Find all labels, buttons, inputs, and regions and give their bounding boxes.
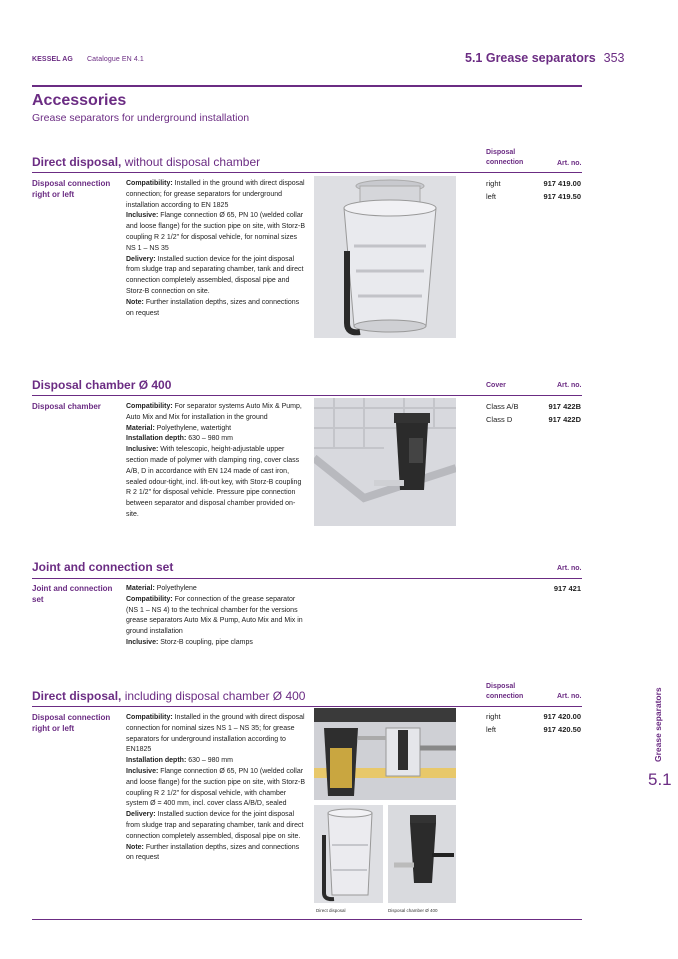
- option-left: left: [486, 192, 497, 201]
- section-2-title: Disposal chamber Ø 400: [32, 378, 172, 392]
- section-4-col-connection: Disposal connection: [486, 683, 524, 700]
- art-number: 917 420.50: [543, 725, 581, 734]
- option-right: right: [486, 712, 501, 721]
- section-4-rule: [32, 706, 582, 707]
- footer-rule: [32, 919, 582, 920]
- page-number: 353: [603, 51, 625, 65]
- section-1-description: Compatibility: Installed in the ground with direct disposal connection; for grease separators for underground installation according to EN 1825 Inclusive: Flange connection Ø 65, PN 10 (welded collar and loose flange) for the suction pipe on site, with Storz-B coupling R 2 1/2" for disposal vehicle, for nominal sizes NS 1 – NS 35 Delivery: Installed suction device for the joint disposal from sludge trap and separating chamber, tank and direct connection completely assembled, disposal pipe and Storz-B connection on site. Note: Further installation depths, sizes and connections on request: [126, 180, 305, 317]
- section-1-arts: [501, 177, 581, 203]
- section-title: 5.1 Grease separators: [465, 51, 596, 65]
- section-3-title: Joint and connection set: [32, 560, 174, 574]
- art-number: 917 421: [553, 584, 581, 593]
- section-2-row-label: Disposal chamber: [32, 402, 101, 411]
- section-4-description: Compatibility: Installed in the ground with direct disposal connection for nominal sizes NS 1 – NS 35; for grease separators for underground installation according to EN1825 Installation depth: 630 – 980 mm Inclusive: Flange connection Ø 65, PN 10 (welded collar and loose flange) for the suction pipe on site, with Storz-B coupling R 2 1/2" for disposal vehicle, with chamber system Ø = 400 mm, incl. cover class A/B/D, sealed Delivery: Installed suction device for the joint disposal from sludge trap and separating chamber, tank and direct connection completely assembled, disposal pipe on site. Note: Further installation depths, sizes and connections on request: [126, 714, 305, 862]
- product-image-disposal-chamber: [314, 398, 456, 526]
- header-rule: [32, 85, 582, 87]
- header-meta: [32, 56, 144, 63]
- art-number: 917 419.00: [543, 179, 581, 188]
- section-2-description: Compatibility: For separator systems Auto Mix & Pump, Auto Mix and Mix for installation in the ground Material: Polyethylene, watertight Installation depth: 630 – 980 mm Inclusive: With telescopic, height-adjustable upper section made of polymer with clamping ring, cover class A/B, D in accordance with EN 124 made of cast iron, sealed odour-tight, incl. lift-out key, with Storz-B coupling R 2 1/2" for disposal vehicle. Pressure pipe connection between separator and disposal chamber provided on-site.: [126, 403, 302, 518]
- art-number: 917 422D: [548, 415, 581, 424]
- option-left: left: [486, 725, 497, 734]
- section-2-col-cover: Cover: [486, 382, 506, 389]
- section-3-rule: [32, 578, 582, 579]
- option-class-d: Class D: [486, 415, 513, 424]
- section-3-row-label: Joint and connection set: [32, 584, 113, 604]
- section-3-arts: [501, 582, 581, 595]
- caption-direct-disposal: Direct disposal: [316, 908, 346, 913]
- section-4-row-label: Disposal connection right or left: [32, 713, 111, 733]
- section-4-title: Direct disposal, including disposal chamber Ø 400: [32, 689, 306, 703]
- header-section: [465, 51, 625, 65]
- section-1-options: [486, 177, 501, 203]
- art-number: 917 420.00: [543, 712, 581, 721]
- product-image-installation: [314, 708, 456, 800]
- art-number: 917 419.50: [543, 192, 581, 201]
- section-4-arts: [501, 710, 581, 736]
- product-image-direct-disposal: [314, 176, 456, 338]
- company-name: KESSEL AG: [32, 56, 73, 63]
- section-2-arts: [501, 400, 581, 426]
- catalogue-label: Catalogue EN 4.1: [87, 56, 144, 63]
- page-title: Accessories: [32, 92, 127, 109]
- option-class-ab: Class A/B: [486, 402, 519, 411]
- section-2-col-art: Art. no.: [557, 382, 582, 389]
- section-2-rule: [32, 395, 582, 396]
- art-number: 917 422B: [548, 402, 581, 411]
- caption-disposal-chamber: Disposal chamber Ø 400: [388, 908, 438, 913]
- section-1-title: Direct disposal, without disposal chamber: [32, 155, 261, 169]
- section-1-row-label: Disposal connection right or left: [32, 179, 111, 199]
- section-4-col-art: Art. no.: [557, 693, 582, 700]
- product-image-disposal-chamber-small: [388, 805, 456, 903]
- option-right: right: [486, 179, 501, 188]
- side-section-number: 5.1: [648, 770, 672, 789]
- section-4-options: [486, 710, 501, 736]
- section-3-description: Material: Polyethylene Compatibility: For connection of the grease separator (NS 1 – NS 4) to the technical chamber for the versions grease separators Auto Mix & Pump, Auto Mix and Mix in ground installation Inclusive: Storz-B coupling, pipe clamps: [126, 585, 303, 646]
- product-image-direct-disposal-small: [314, 805, 383, 903]
- section-1-col-art: Art. no.: [557, 160, 582, 167]
- page-subtitle: Grease separators for underground installation: [32, 112, 250, 124]
- section-1-col-connection: Disposal connection: [486, 149, 524, 166]
- section-3-col-art: Art. no.: [557, 565, 582, 572]
- section-1-rule: [32, 172, 582, 173]
- side-section-label: Grease separators: [653, 687, 663, 763]
